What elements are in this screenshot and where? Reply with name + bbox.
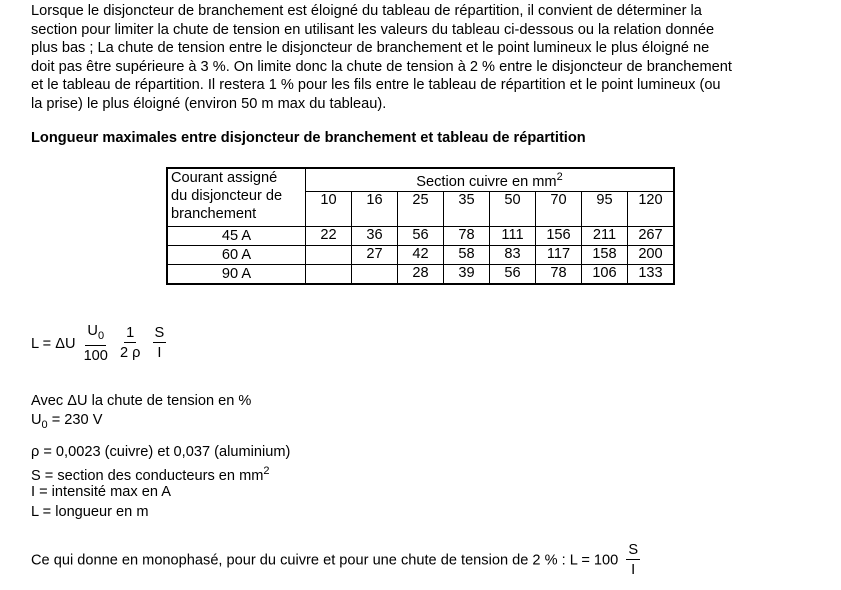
section-header (306, 168, 675, 191)
numerator-sub: 0 (97, 329, 105, 342)
conclusion-text: Ce qui donne en monophasé, pour du cuivre et pour une chute de tension de 2 % : L = 100 (31, 552, 619, 569)
numerator-text: U (87, 323, 98, 339)
s-sup: 2 (263, 465, 270, 477)
table-cell: 211 (582, 226, 628, 245)
definition-delta-u: Avec ΔU la chute de tension en % (31, 393, 252, 409)
denominator: I (631, 562, 636, 578)
table-cell: 117 (536, 245, 582, 264)
section-header-cell: 16 (352, 191, 398, 226)
table-cell: 78 (536, 264, 582, 284)
definition-i: I = intensité max en A (31, 484, 171, 500)
table-cell: 36 (352, 226, 398, 245)
intro-line: doit pas être supérieure à 3 %. On limite donc la chute de tension à 2 % entre le disjoncteur de branchement (31, 58, 732, 75)
u0-sub: 0 (41, 418, 48, 431)
table-cell (306, 245, 352, 264)
table-cell: 42 (398, 245, 444, 264)
u0-symbol: U (31, 412, 42, 428)
numerator (85, 322, 106, 346)
intro-paragraph (31, 2, 732, 113)
corner-label-line: Courant assigné (171, 170, 278, 186)
row-label: 60 A (167, 245, 306, 264)
intro-line: plus bas ; La chute de tension entre le disjoncteur de branchement et le point lumineux le plus éloigné ne (31, 40, 710, 56)
intro-line: Lorsque le disjoncteur de branchement est éloigné du tableau de répartition, il convient de déterminer la (31, 3, 702, 19)
section-header-cell: 50 (490, 191, 536, 226)
u0-value: = 230 V (47, 412, 103, 428)
table-cell: 27 (352, 245, 398, 264)
section-header-cell: 35 (444, 191, 490, 226)
fraction-u0-100 (84, 322, 108, 366)
row-label: 90 A (167, 264, 306, 284)
table-cell (306, 264, 352, 284)
fraction-s-i (153, 324, 167, 363)
section-header-cell: 95 (582, 191, 628, 226)
table-cell: 156 (536, 226, 582, 245)
table-cell: 111 (490, 226, 536, 245)
intro-line: la prise) le plus éloigné (environ 50 m max du tableau). (31, 95, 387, 112)
table-cell: 56 (490, 264, 536, 284)
table-row (167, 226, 674, 245)
corner-label-line: du disjoncteur de (171, 188, 283, 204)
length-table (166, 167, 675, 285)
formula (31, 322, 170, 366)
section-header-text: Section cuivre en mm (416, 173, 557, 190)
table-cell: 28 (398, 264, 444, 284)
table-cell: 158 (582, 245, 628, 264)
corner-label (167, 168, 306, 226)
table-row (167, 264, 674, 284)
definition-l: L = longueur en m (31, 504, 149, 520)
table-cell: 56 (398, 226, 444, 245)
section-header-sup: 2 (556, 171, 563, 183)
formula-lhs: L = ΔU (31, 335, 76, 352)
intro-line: et le tableau de répartition. Il restera 1 % pour les fils entre le tableau de répartition et le point lumineux (ou (31, 77, 721, 93)
section-header-cell: 10 (306, 191, 352, 226)
table-cell: 106 (582, 264, 628, 284)
denominator: I (157, 345, 162, 362)
section-header-cell: 70 (536, 191, 582, 226)
table-cell: 200 (628, 245, 675, 264)
numerator: 1 (126, 325, 135, 342)
table-cell: 58 (444, 245, 490, 264)
table-cell: 78 (444, 226, 490, 245)
definition-u0 (31, 410, 102, 435)
fraction-s-i (626, 541, 640, 580)
s-text: S = section des conducteurs en mm (31, 467, 264, 484)
numerator: S (628, 542, 639, 558)
conclusion (31, 541, 644, 580)
table-cell: 39 (444, 264, 490, 284)
section-heading: Longueur maximales entre disjoncteur de branchement et tableau de répartition (31, 130, 586, 146)
denominator: 100 (83, 347, 108, 364)
table-cell: 133 (628, 264, 675, 284)
section-header-cell: 120 (628, 191, 675, 226)
table-cell: 267 (628, 226, 675, 245)
table-cell (352, 264, 398, 284)
numerator: S (154, 325, 165, 342)
section-header-cell: 25 (398, 191, 444, 226)
definition-rho: ρ = 0,0023 (cuivre) et 0,037 (aluminium) (31, 444, 291, 460)
row-label: 45 A (167, 226, 306, 245)
intro-line: section pour limiter la chute de tension en utilisant les valeurs du tableau ci-dessous ou la relation donnée (31, 21, 715, 38)
table-cell: 22 (306, 226, 352, 245)
corner-label-line: branchement (171, 206, 257, 222)
denominator: 2 ρ (119, 345, 141, 362)
fraction-1-2rho (120, 324, 140, 363)
table-row (167, 245, 674, 264)
table-cell: 83 (490, 245, 536, 264)
